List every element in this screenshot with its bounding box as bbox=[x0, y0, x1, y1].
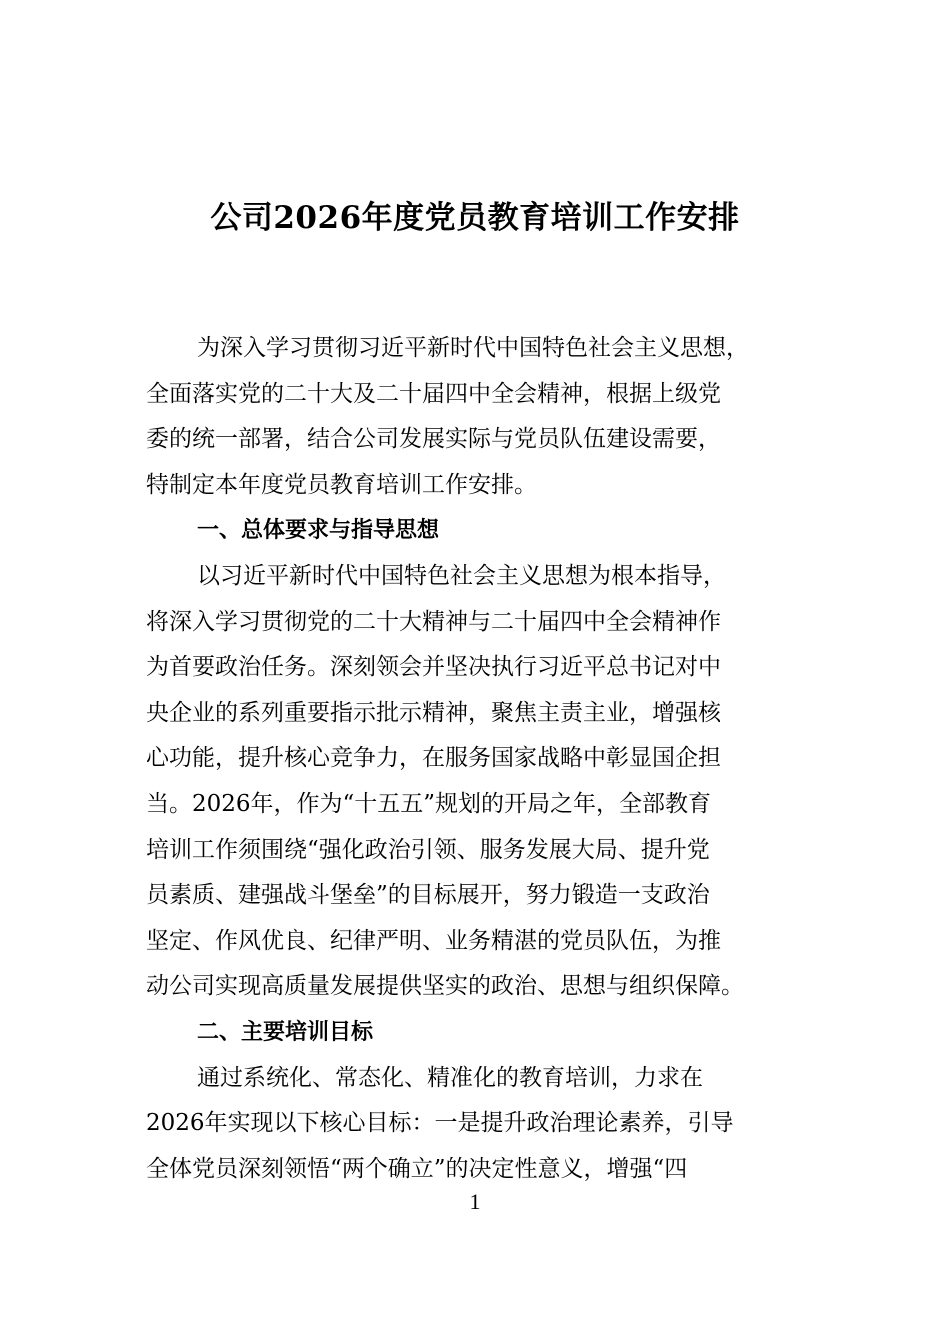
paragraph-line: 央企业的系列重要指示批示精神，聚焦主责主业，增强核 bbox=[146, 699, 721, 726]
paragraph-line: 特制定本年度党员教育培训工作安排。 bbox=[146, 471, 537, 498]
paragraph-line: 通过系统化、常态化、精准化的教育培训，力求在 bbox=[197, 1064, 703, 1091]
paragraph-line: 全面落实党的二十大及二十届四中全会精神，根据上级党 bbox=[146, 380, 721, 407]
document-body bbox=[146, 326, 808, 1192]
document-title: 公司2026年度党员教育培训工作安排 bbox=[210, 200, 740, 236]
paragraph-line: 为深入学习贯彻习近平新时代中国特色社会主义思想， bbox=[197, 335, 749, 361]
paragraph-line: 以习近平新时代中国特色社会主义思想为根本指导， bbox=[197, 562, 726, 589]
section-heading: 一、总体要求与指导思想 bbox=[197, 518, 440, 544]
section-heading: 二、主要培训目标 bbox=[197, 1019, 374, 1045]
paragraph-line: 将深入学习贯彻党的二十大精神与二十届四中全会精神作 bbox=[146, 608, 721, 635]
paragraph-line: 2026年实现以下核心目标：一是提升政治理论素养，引导 bbox=[146, 1110, 734, 1137]
page-number: 1 bbox=[469, 1189, 481, 1214]
paragraph-line: 培训工作须围绕“强化政治引领、服务发展大局、提升党 bbox=[146, 836, 710, 863]
paragraph-line: 全体党员深刻领悟“两个确立”的决定性意义，增强“四 bbox=[146, 1155, 688, 1182]
paragraph-line: 委的统一部署，结合公司发展实际与党员队伍建设需要， bbox=[146, 426, 721, 453]
paragraph-line: 员素质、建强战斗堡垒”的目标展开，努力锻造一支政治 bbox=[146, 882, 710, 909]
paragraph-line: 为首要政治任务。深刻领会并坚决执行习近平总书记对中 bbox=[146, 654, 721, 681]
paragraph-line: 当。2026年，作为“十五五”规划的开局之年，全部教育 bbox=[146, 790, 712, 817]
paragraph-line: 动公司实现高质量发展提供坚实的政治、思想与组织保障。 bbox=[146, 973, 744, 1000]
paragraph-line: 心功能，提升核心竞争力，在服务国家战略中彰显国企担 bbox=[146, 745, 721, 772]
paragraph-line: 坚定、作风优良、纪律严明、业务精湛的党员队伍，为推 bbox=[146, 927, 721, 954]
